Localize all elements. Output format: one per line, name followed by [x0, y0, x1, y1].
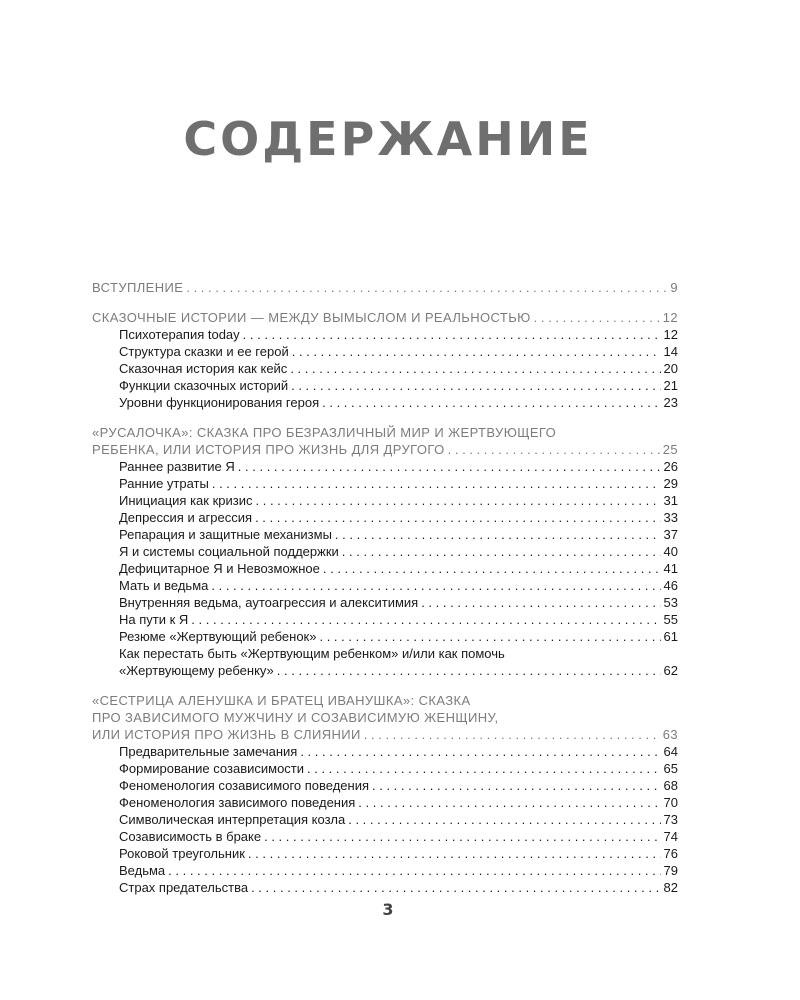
dot-leader [292, 343, 661, 360]
chapter-title-line: «СЕСТРИЦА АЛЕНУШКА И БРАТЕЦ ИВАНУШКА»: СКАЗКА [92, 693, 471, 708]
chapter-entry-label: ИЛИ ИСТОРИЯ ПРО ЖИЗНЬ В СЛИЯНИИ [92, 727, 361, 742]
section-entry-label: Феноменология созависимого поведения [119, 778, 370, 793]
section-entry-label: Структура сказки и ее герой [119, 344, 289, 359]
section-entry-label: Мать и ведьма [119, 578, 209, 593]
section-entry [92, 760, 678, 777]
dot-leader [448, 441, 660, 458]
dot-leader [243, 326, 661, 343]
section-entry-page: 12 [663, 327, 678, 342]
dot-leader [322, 394, 660, 411]
section-entry [92, 777, 678, 794]
dot-leader [300, 743, 660, 760]
section-entry-page: 64 [663, 744, 678, 759]
section-entry-label: Депрессия и агрессия [119, 510, 253, 525]
section-entry [92, 343, 678, 360]
dot-leader [291, 377, 660, 394]
section-entry [92, 458, 678, 475]
dot-leader [212, 475, 661, 492]
section-entry-page: 31 [663, 493, 678, 508]
section-entry-page: 37 [663, 527, 678, 542]
section-entry-page: 41 [663, 561, 678, 576]
section-entry-page: 14 [663, 344, 678, 359]
section-entry-page: 46 [663, 578, 678, 593]
chapter-title-line: ПРО ЗАВИСИМОГО МУЖЧИНУ И СОЗАВИСИМУЮ ЖЕНЩИНУ, [92, 710, 499, 725]
chapter-entry-page: 63 [662, 727, 678, 742]
chapter-entry-page: 25 [662, 442, 678, 457]
section-entry [92, 326, 678, 343]
dot-leader [251, 879, 660, 896]
chapter-entry [92, 726, 678, 743]
section-entry [92, 862, 678, 879]
section-entry [92, 377, 678, 394]
dot-leader [168, 862, 660, 879]
section-entry-label: Уровни функционирования героя [119, 395, 320, 410]
section-entry-label: Репарация и защитные механизмы [119, 527, 332, 542]
dot-leader [319, 628, 660, 645]
section-entry [92, 360, 678, 377]
section-entry-page: 68 [663, 778, 678, 793]
chapter-entry-page: 9 [670, 280, 678, 295]
dot-leader [290, 360, 660, 377]
chapter-title-line: «РУСАЛОЧКА»: СКАЗКА ПРО БЕЗРАЗЛИЧНЫЙ МИР И ЖЕРТВУЮЩЕГО [92, 425, 557, 440]
section-entry [92, 628, 678, 645]
section-entry [92, 828, 678, 845]
section-entry-label: Раннее развитие Я [119, 459, 235, 474]
section-entry-label: «Жертвующему ребенку» [119, 663, 274, 678]
section-entry [92, 662, 678, 679]
toc-chapter [92, 424, 678, 679]
dot-leader [211, 577, 660, 594]
section-entry-page: 62 [663, 663, 678, 678]
section-entry-page: 61 [663, 629, 678, 644]
dot-leader [277, 662, 661, 679]
dot-leader [358, 794, 660, 811]
section-entry [92, 845, 678, 862]
section-entry-page: 76 [663, 846, 678, 861]
section-entry [92, 794, 678, 811]
section-entry-label: Символическая интерпретация козла [119, 812, 346, 827]
chapter-entry [92, 309, 678, 326]
page-title: СОДЕРЖАНИЕ [183, 112, 593, 166]
section-entry [92, 492, 678, 509]
section-entry-page: 79 [663, 863, 678, 878]
section-entry-label: Феноменология зависимого поведения [119, 795, 356, 810]
chapter-entry [92, 279, 678, 296]
chapter-entry [92, 441, 678, 458]
section-entry [92, 611, 678, 628]
section-entry [92, 394, 678, 411]
section-entry [92, 811, 678, 828]
dot-leader [534, 309, 660, 326]
section-entry-page: 26 [663, 459, 678, 474]
section-entry [92, 475, 678, 492]
section-entry [92, 645, 678, 662]
section-entry-label: На пути к Я [119, 612, 189, 627]
section-entry-label: Предварительные замечания [119, 744, 298, 759]
section-entry-label: Внутренняя ведьма, аутоагрессия и алекситимия [119, 595, 419, 610]
toc-chapter [92, 309, 678, 411]
section-entry-label: Я и системы социальной поддержки [119, 544, 339, 559]
dot-leader [323, 560, 661, 577]
dot-leader [372, 777, 661, 794]
section-entry-label: Инициация как кризис [119, 493, 253, 508]
dot-leader [364, 726, 660, 743]
dot-leader [421, 594, 660, 611]
chapter-entry-label: ВСТУПЛЕНИЕ [92, 280, 184, 295]
section-entry [92, 509, 678, 526]
section-entry-page: 70 [663, 795, 678, 810]
page-number: 3 [382, 900, 394, 919]
chapter-entry-label: СКАЗОЧНЫЕ ИСТОРИИ — МЕЖДУ ВЫМЫСЛОМ И РЕАЛЬНОСТЬЮ [92, 310, 531, 325]
section-entry-page: 29 [663, 476, 678, 491]
section-entry-label: Резюме «Жертвующий ребенок» [119, 629, 317, 644]
dot-leader [307, 760, 661, 777]
section-entry [92, 526, 678, 543]
section-entry-page: 82 [663, 880, 678, 895]
dot-leader [238, 458, 661, 475]
section-entry-label: Роковой треугольник [119, 846, 245, 861]
dot-leader [335, 526, 661, 543]
dot-leader [256, 492, 661, 509]
section-entry [92, 743, 678, 760]
section-entry-label: Функции сказочных историй [119, 378, 289, 393]
toc-chapter [92, 692, 678, 896]
section-entry-label: Дефицитарное Я и Невозможное [119, 561, 320, 576]
section-entry-label: Психотерапия today [119, 327, 240, 342]
section-entry-page: 73 [663, 812, 678, 827]
section-entry-page: 40 [663, 544, 678, 559]
section-entry-label: Ранние утраты [119, 476, 209, 491]
section-entry [92, 560, 678, 577]
section-entry-label: Созависимость в браке [119, 829, 262, 844]
toc-chapter [92, 279, 678, 296]
section-entry-page: 21 [663, 378, 678, 393]
section-entry-page: 65 [663, 761, 678, 776]
section-entry-label: Сказочная история как кейс [119, 361, 288, 376]
section-entry [92, 543, 678, 560]
chapter-entry-label: РЕБЕНКА, ИЛИ ИСТОРИЯ ПРО ЖИЗНЬ ДЛЯ ДРУГОГО [92, 442, 445, 457]
section-entry-label: Ведьма [119, 863, 166, 878]
section-entry-page: 23 [663, 395, 678, 410]
dot-leader [348, 811, 660, 828]
dot-leader [264, 828, 660, 845]
section-entry-label: Формирование созависимости [119, 761, 305, 776]
section-entry [92, 594, 678, 611]
section-entry-page: 55 [663, 612, 678, 627]
section-entry-label: Страх предательства [119, 880, 249, 895]
dot-leader [342, 543, 661, 560]
dot-leader [191, 611, 660, 628]
dot-leader [186, 279, 667, 296]
section-entry-page: 33 [663, 510, 678, 525]
section-entry-page: 74 [663, 829, 678, 844]
section-entry-page: 53 [663, 595, 678, 610]
dot-leader [248, 845, 661, 862]
chapter-entry-page: 12 [662, 310, 678, 325]
section-entry-page: 20 [663, 361, 678, 376]
section-entry [92, 577, 678, 594]
section-entry-label: Как перестать быть «Жертвующим ребенком» и/или как помочь [119, 646, 505, 661]
dot-leader [255, 509, 660, 526]
table-of-contents [92, 279, 678, 896]
section-entry [92, 879, 678, 896]
